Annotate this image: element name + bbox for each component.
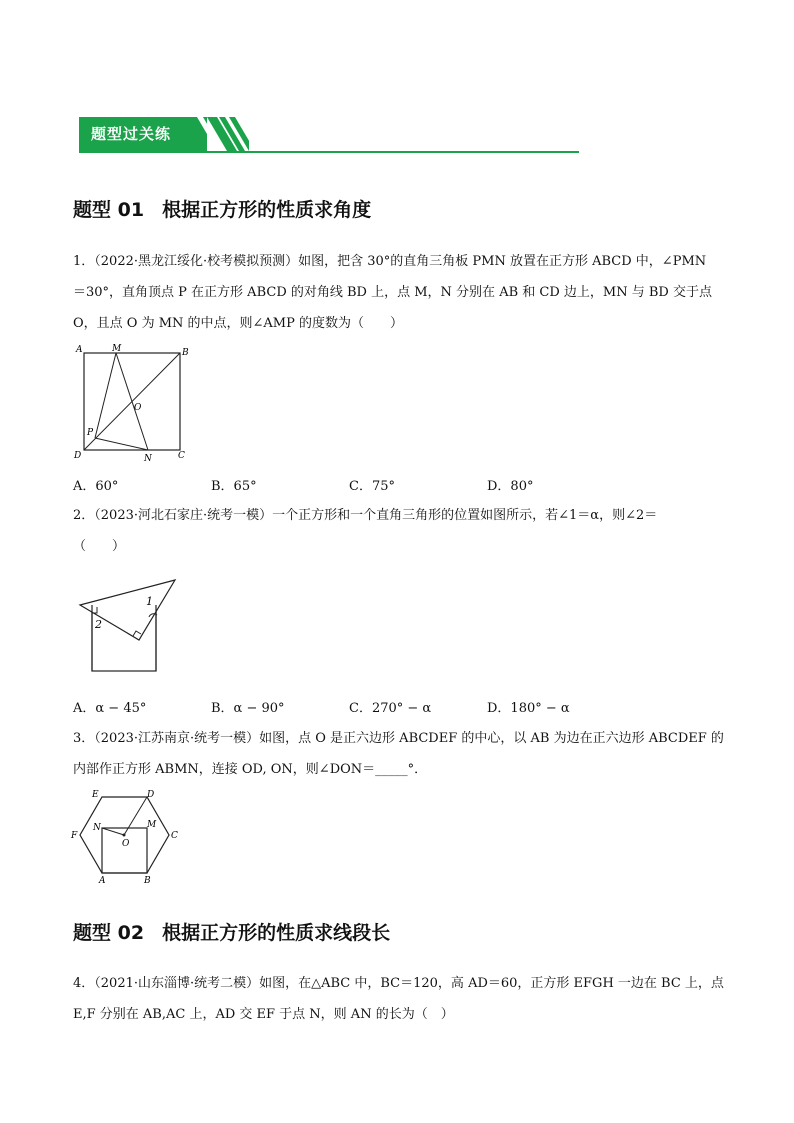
option-a[interactable]: A．α − 45° [73,701,147,716]
option-c[interactable]: C．75° [349,479,395,494]
figure-label: E [92,790,99,800]
option-b[interactable]: B．65° [211,479,257,494]
question-line: E,F 分别在 AB,AC 上，AD 交 EF 于点 N，则 AN 的长为（ ） [73,1007,454,1022]
question-line: 3．（2023·江苏南京·统考一模）如图，点 O 是正六边形 ABCDEF 的中心，以 AB 为边在正六边形 ABCDEF 的 [73,731,724,746]
figure-label: O [122,839,130,849]
section-title-2 [73,918,390,945]
section-banner [79,117,579,153]
question-2-text [73,500,723,562]
banner-rule [79,151,579,153]
figure-label: F [71,831,78,841]
question-4-text [73,968,723,1030]
option-c[interactable]: C．270° − α [349,701,432,716]
figure-label: M [147,820,157,830]
question-line: 1．（2022·黑龙江绥化·校考模拟预测）如图，把含 30°的直角三角板 PMN 放置在正方形 ABCD 中，∠PMN [73,254,707,269]
angle-2-label: 2 [95,618,102,631]
question-line: ＝30°，直角顶点 P 在正方形 ABCD 的对角线 BD 上，点 M，N 分别在 AB 和 CD 边上，MN 与 BD 交于点 [73,285,712,300]
question-3-figure [65,785,190,890]
option-d[interactable]: D．180° − α [487,701,570,716]
figure-label: D [147,790,155,800]
question-1-figure [70,340,200,465]
figure-label: C [171,831,178,841]
question-line: 内部作正方形 ABMN，连接 OD, ON，则∠DON＝_____°． [73,762,428,777]
question-line: 2．（2023·河北石家庄·统考一模）一个正方形和一个直角三角形的位置如图所示，若∠1＝α，则∠2＝ [73,508,658,523]
angle-1-label: 1 [146,595,153,608]
figure-label: D [74,451,82,461]
figure-label: A [99,876,106,886]
section-name: 根据正方形的性质求角度 [162,199,372,221]
figure-label: M [112,344,122,354]
figure-label: P [87,428,94,438]
figure-label: O [134,403,142,413]
figure-label: B [182,348,189,358]
question-line: （ ） [73,539,126,554]
figure-label: C [178,451,185,461]
question-line: O，且点 O 为 MN 的中点，则∠AMP 的度数为（ ） [73,316,404,331]
banner-label: 题型过关练 [91,125,172,143]
question-line: 4．（2021·山东淄博·统考二模）如图，在△ABC 中，BC＝120，高 AD＝60，正方形 EFGH 一边在 BC 上，点 [73,976,724,991]
question-3-text [73,723,723,785]
section-code: 题型 01 [73,199,145,221]
figure-label: B [144,876,151,886]
option-a[interactable]: A．60° [73,479,119,494]
figure-label: N [144,454,152,464]
section-code: 题型 02 [73,922,145,944]
question-2-figure [75,575,185,680]
section-title-1 [73,195,371,222]
option-d[interactable]: D．80° [487,479,534,494]
figure-label: A [76,345,83,355]
figure-label: N [93,823,101,833]
option-b[interactable]: B．α − 90° [211,701,285,716]
section-name: 根据正方形的性质求线段长 [162,922,391,944]
question-1-text [73,246,723,339]
